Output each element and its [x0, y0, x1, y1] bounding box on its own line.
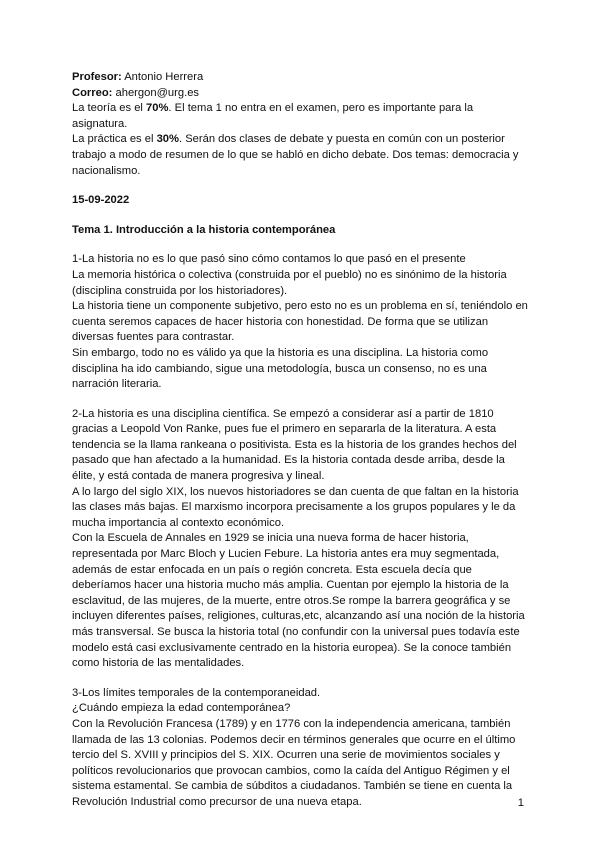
profesor-line: [72, 70, 528, 86]
practica-text: La práctica es el: [72, 133, 157, 146]
section3-paragraph: Con la Revolución Francesa (1789) y en 1776 con la independencia americana, también llamada de las 13 colonias. Podemos decir en términos generales que ocurre en el último tercio del S. XVIII y principios del S. XIX. Ocurren una serie de movimientos sociales y políticos revolucionarios que provocan cambios, como la caída del Antiguo Régimen y el sistema estamental. Se cambia de súbditos a ciudadanos. También se tiene en cuenta la Revolución Industrial como precursor de una nueva etapa.: [72, 717, 516, 808]
section1-paragraph: 1-La historia no es lo que pasó sino cómo contamos lo que pasó en el presente: [72, 253, 466, 266]
correo-label: Correo:: [72, 86, 113, 99]
document-page: [72, 70, 528, 811]
practica-line: [72, 132, 528, 179]
section2-paragraph: 2-La historia es una disciplina científica. Se empezó a considerar así a partir de 1810 gracias a Leopold Von Ranke, pues fue el primero en separarla de la literatura. A esta tendencia se la llama rankeana o positivista. Esta es la historia de los grandes hechos del pasado que han afectado a la humanidad. Es la historia contada desde arriba, desde la élite, y está contada de manera progresiva y lineal.: [72, 407, 517, 483]
page-number: 1: [517, 797, 524, 809]
correo-value: ahergon@urg.es: [112, 86, 200, 99]
section1-paragraph: La memoria histórica o colectiva (construida por el pueblo) no es sinónimo de la historia (disciplina construida por los historiadores).: [72, 268, 507, 297]
profesor-name: Antonio Herrera: [121, 71, 204, 83]
section1-paragraph: Sin embargo, todo no es válido ya que la historia es una disciplina. La historia como disciplina ha ido cambiando, sigue una metodología, busca un consenso, no es una narración literaria.: [72, 346, 489, 391]
teoria-percent: 70%: [146, 102, 169, 115]
section2-paragraph: A lo largo del siglo XIX, los nuevos historiadores se dan cuenta de que faltan en la historia las clases más bajas. El marxismo incorpora precisamente a los grupos populares y le da mucha importancia al contexto económico.: [72, 485, 519, 529]
section3-question: ¿Cuándo empieza la edad contemporánea?: [72, 702, 291, 715]
practica-text-rest: . Serán dos clases de debate y puesta en común con un posterior trabajo a modo de resumen de lo que se habló en dicho debate. Dos temas: democracia y nacionalismo.: [72, 133, 519, 177]
section3-heading: 3-Los límites temporales de la contemporaneidad.: [72, 686, 321, 699]
teoria-line: [72, 101, 528, 132]
teoria-text: La teoría es el: [72, 102, 147, 115]
topic-title: Tema 1. Introducción a la historia contemporánea: [72, 223, 336, 236]
section1-paragraph: La historia tiene un componente subjetivo, pero esto no es un problema en sí, teniéndolo en cuenta seremos capaces de hacer historia con honestidad. De forma que se utilizan diversas fuentes para contrastar.: [72, 300, 528, 344]
teoria-text-rest: . El tema 1 no entra en el examen, pero es importante para la asignatura.: [72, 102, 474, 130]
date-heading: 15-09-2022: [72, 194, 130, 207]
practica-percent: 30%: [156, 133, 179, 146]
correo-line: [72, 86, 528, 102]
profesor-label: Profesor:: [72, 71, 122, 83]
section2-paragraph: Con la Escuela de Annales en 1929 se inicia una nueva forma de hacer historia, representada por Marc Bloch y Lucien Febure. La historia antes era muy segmentada, además de estar enfocada en un país o región concreta. Esta escuela decía que deberíamos hacer una historia mucho más amplia. Cuentan por ejemplo la historia de la esclavitud, de las mujeres, de la muerte, entre otros.Se rompe la barrera geográfica y se incluyen diferentes países, religiones, culturas,etc, alcanzando así una noción de la historia más transversal. Se busca la historia total (no confundir con la universal pues todavía este modelo está casi exclusivamente centrado en la historia europea). Se la conoce también como historia de las mentalidades.: [72, 532, 525, 670]
